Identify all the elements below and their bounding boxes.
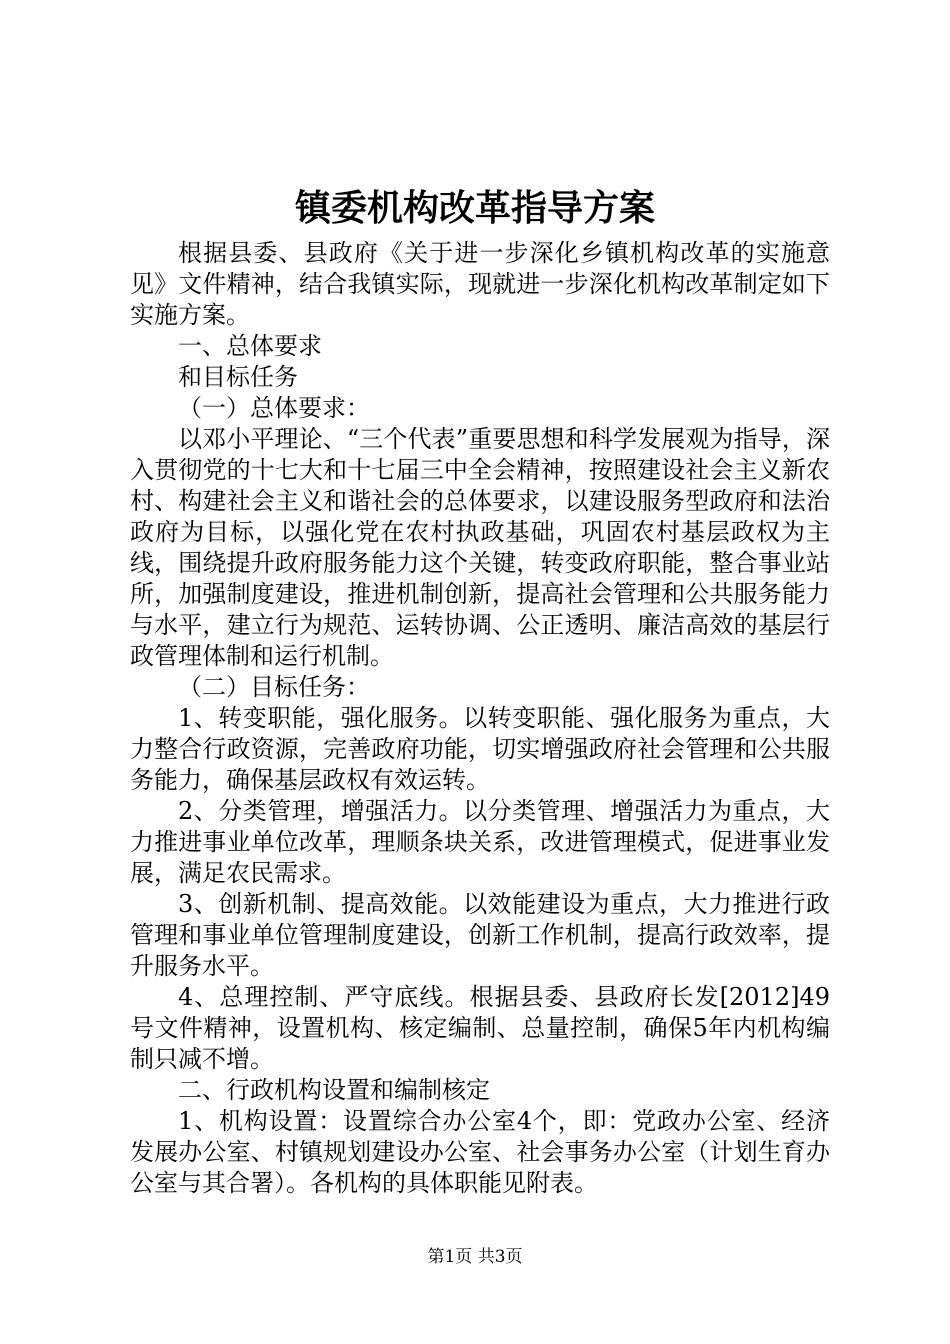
list-item-task-3: 3、创新机制、提高效能。以效能建设为重点，大力推进行政管理和事业单位管理制度建设，创新工作机制，提高行政效率，提升服务水平。 bbox=[130, 890, 830, 980]
document-body bbox=[130, 238, 830, 1199]
document-title: 镇委机构改革指导方案 bbox=[294, 187, 655, 229]
heading-section-2: 二、行政机构设置和编制核定 bbox=[178, 1076, 490, 1104]
list-item-task-4: 4、总理控制、严守底线。根据县委、县政府长发[2012]49号文件精神，设置机构、核定编制、总量控制，确保5年内机构编制只减不增。 bbox=[130, 983, 830, 1073]
heading-section-1-continued: 和目标任务 bbox=[178, 363, 298, 391]
heading-section-1: 一、总体要求 bbox=[178, 332, 322, 360]
paragraph-intro: 根据县委、县政府《关于进一步深化乡镇机构改革的实施意见》文件精神，结合我镇实际，现就进一步深化机构改革制定如下实施方案。 bbox=[130, 239, 830, 329]
list-item-task-1: 1、转变职能，强化服务。以转变职能、强化服务为重点，大力整合行政资源，完善政府功能，切实增强政府社会管理和公共服务能力，确保基层政权有效运转。 bbox=[130, 704, 830, 794]
paragraph-institution-setup: 1、机构设置：设置综合办公室4个，即：党政办公室、经济发展办公室、村镇规划建设办公室、社会事务办公室（计划生育办公室与其合署）。各机构的具体职能见附表。 bbox=[130, 1107, 830, 1197]
page-number-footer: 第1页 共3页 bbox=[427, 1247, 523, 1267]
paragraph-general-requirements: 以邓小平理论、“三个代表”重要思想和科学发展观为指导，深入贯彻党的十七大和十七届三中全会精神，按照建设社会主义新农村、构建社会主义和谐社会的总体要求，以建设服务型政府和法治政府为目标，以强化党在农村执政基础，巩固农村基层政权为主线，围绕提升政府服务能力这个关键，转变政府职能，整合事业站所，加强制度建设，推进机制创新，提高社会管理和公共服务能力与水平，建立行为规范、运转协调、公正透明、廉洁高效的基层行政管理体制和运行机制。 bbox=[130, 425, 830, 670]
subheading-general-requirements: （一）总体要求： bbox=[178, 394, 370, 422]
list-item-task-2: 2、分类管理，增强活力。以分类管理、增强活力为重点，大力推进事业单位改革，理顺条块关系，改进管理模式，促进事业发展，满足农民需求。 bbox=[130, 797, 830, 887]
subheading-target-tasks: （二）目标任务： bbox=[178, 673, 370, 701]
